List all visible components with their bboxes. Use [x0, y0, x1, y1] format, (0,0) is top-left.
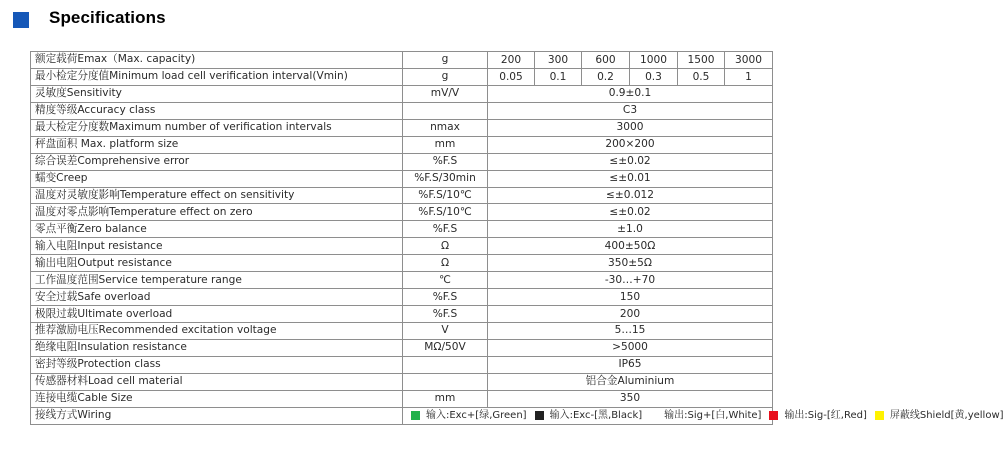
row-label: 零点平衡Zero balance — [31, 221, 403, 238]
row-label: 秤盘面积 Max. platform size — [31, 136, 403, 153]
vmin-value: 0.05 — [488, 68, 535, 85]
table-row — [31, 390, 773, 407]
vmin-value: 0.3 — [630, 68, 678, 85]
table-row — [31, 272, 773, 289]
row-value: 150 — [488, 289, 773, 306]
yellow-swatch-icon — [875, 411, 884, 420]
capacity-value: 1500 — [678, 52, 725, 69]
table-row-capacity — [31, 52, 773, 69]
wiring-item — [411, 408, 527, 423]
row-unit: Ω — [403, 238, 488, 255]
red-swatch-icon — [769, 411, 778, 420]
row-label: 输出电阻Output resistance — [31, 255, 403, 272]
row-unit: V — [403, 323, 488, 340]
row-unit: ℃ — [403, 272, 488, 289]
row-value: 200×200 — [488, 136, 773, 153]
row-label: 输入电阻Input resistance — [31, 238, 403, 255]
row-label: 灵敏度Sensitivity — [31, 85, 403, 102]
row-value: ≤±0.01 — [488, 170, 773, 187]
row-unit: %F.S — [403, 306, 488, 323]
row-label: 绝缘电阻Insulation resistance — [31, 339, 403, 356]
table-row — [31, 289, 773, 306]
row-label: 连接电缆Cable Size — [31, 390, 403, 407]
capacity-value: 3000 — [725, 52, 773, 69]
vmin-value: 0.2 — [582, 68, 630, 85]
row-value: C3 — [488, 102, 773, 119]
capacity-value: 600 — [582, 52, 630, 69]
row-value: 铝合金Aluminium — [488, 373, 773, 390]
row-unit — [403, 373, 488, 390]
row-unit: %F.S/10℃ — [403, 187, 488, 204]
wiring-item-text: 屏蔽线Shield[黄,yellow] — [889, 410, 1004, 422]
table-row — [31, 339, 773, 356]
row-unit: %F.S/10℃ — [403, 204, 488, 221]
row-value: 5…15 — [488, 323, 773, 340]
vmin-value: 1 — [725, 68, 773, 85]
row-label: 工作温度范围Service temperature range — [31, 272, 403, 289]
wiring-item — [535, 408, 643, 423]
wiring-item — [664, 408, 761, 423]
section-title: Specifications — [49, 8, 166, 27]
wiring-item-text: 输出:Sig+[白,White] — [664, 410, 762, 422]
capacity-value: 1000 — [630, 52, 678, 69]
vmin-value: 0.1 — [535, 68, 582, 85]
row-unit: mm — [403, 390, 488, 407]
wiring-item — [769, 408, 866, 423]
table-row — [31, 356, 773, 373]
row-label: 密封等级Protection class — [31, 356, 403, 373]
table-row — [31, 119, 773, 136]
row-unit: %F.S/30min — [403, 170, 488, 187]
row-value: 350±5Ω — [488, 255, 773, 272]
row-label: 温度对灵敏度影响Temperature effect on sensitivity — [31, 187, 403, 204]
table-row — [31, 323, 773, 340]
row-label: 最大检定分度数Maximum number of verification intervals — [31, 119, 403, 136]
wiring-legend — [403, 407, 1004, 424]
row-value: 200 — [488, 306, 773, 323]
capacity-value: 300 — [535, 52, 582, 69]
section-header — [0, 0, 800, 40]
row-unit: %F.S — [403, 221, 488, 238]
row-value: 350 — [488, 390, 773, 407]
row-unit: %F.S — [403, 153, 488, 170]
wiring-item-text: 输出:Sig-[红,Red] — [784, 410, 867, 422]
row-value: 3000 — [488, 119, 773, 136]
row-value: 400±50Ω — [488, 238, 773, 255]
header-square-icon — [13, 12, 29, 28]
row-unit: %F.S — [403, 289, 488, 306]
row-unit: mm — [403, 136, 488, 153]
wiring-item-text: 输入:Exc+[绿,Green] — [426, 410, 527, 422]
row-value: -30…+70 — [488, 272, 773, 289]
vmin-value: 0.5 — [678, 68, 725, 85]
table-row — [31, 153, 773, 170]
specifications-table — [30, 51, 1004, 425]
table-row — [31, 238, 773, 255]
row-unit: MΩ/50V — [403, 339, 488, 356]
wiring-item-text: 输入:Exc-[黑,Black] — [549, 410, 643, 422]
row-unit: Ω — [403, 255, 488, 272]
table-row-wiring — [31, 407, 773, 424]
black-swatch-icon — [535, 411, 544, 420]
table-row — [31, 136, 773, 153]
row-label: 极限过载Ultimate overload — [31, 306, 403, 323]
row-value: ≤±0.02 — [488, 204, 773, 221]
row-unit: mV/V — [403, 85, 488, 102]
table-row — [31, 187, 773, 204]
row-label: 传感器材料Load cell material — [31, 373, 403, 390]
table-row — [31, 221, 773, 238]
wiring-item — [875, 408, 1004, 423]
table-row — [31, 255, 773, 272]
table-row — [31, 85, 773, 102]
table-row — [31, 170, 773, 187]
row-label: 蠕变Creep — [31, 170, 403, 187]
table-row — [31, 204, 773, 221]
wiring-label: 接线方式Wiring — [31, 407, 403, 424]
row-unit — [403, 102, 488, 119]
table-row — [31, 306, 773, 323]
capacity-unit: g — [403, 52, 488, 69]
table-row-vmin — [31, 68, 773, 85]
row-value: ≤±0.012 — [488, 187, 773, 204]
green-swatch-icon — [411, 411, 420, 420]
vmin-unit: g — [403, 68, 488, 85]
row-label: 推荐激励电压Recommended excitation voltage — [31, 323, 403, 340]
capacity-label: 额定载荷Emax（Max. capacity) — [31, 52, 403, 69]
row-label: 精度等级Accuracy class — [31, 102, 403, 119]
row-value: IP65 — [488, 356, 773, 373]
row-value: ±1.0 — [488, 221, 773, 238]
row-value: 0.9±0.1 — [488, 85, 773, 102]
row-label: 安全过载Safe overload — [31, 289, 403, 306]
row-value: ≤±0.02 — [488, 153, 773, 170]
vmin-label: 最小检定分度值Minimum load cell verification interval(Vmin) — [31, 68, 403, 85]
row-value: >5000 — [488, 339, 773, 356]
row-label: 综合误差Comprehensive error — [31, 153, 403, 170]
row-unit — [403, 356, 488, 373]
table-row — [31, 102, 773, 119]
capacity-value: 200 — [488, 52, 535, 69]
table-row — [31, 373, 773, 390]
row-label: 温度对零点影响Temperature effect on zero — [31, 204, 403, 221]
row-unit: nmax — [403, 119, 488, 136]
